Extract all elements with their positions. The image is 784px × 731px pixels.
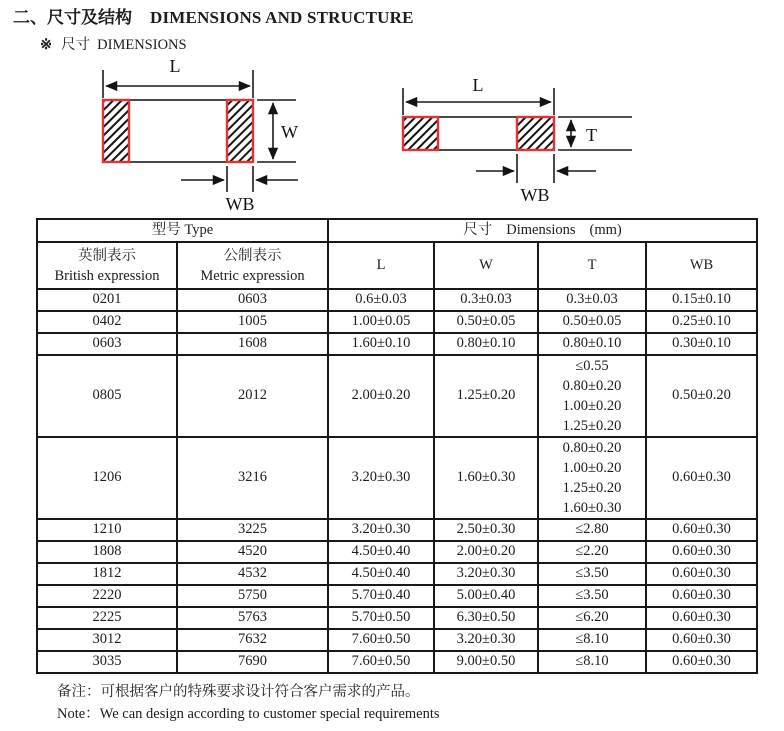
dim-l: 2.00±0.20: [328, 355, 434, 437]
reference-mark-icon: ※: [40, 37, 53, 53]
dim-t: ≤2.80: [538, 519, 646, 541]
dim-l: 4.50±0.40: [328, 541, 434, 563]
british-expression-header: 英制表示 British expression: [37, 242, 177, 289]
dimensions-group-header: 尺寸 Dimensions (mm): [328, 219, 757, 242]
table-row: [37, 355, 757, 437]
dim-l: 1.00±0.05: [328, 311, 434, 333]
dim-label-length: L: [472, 75, 484, 95]
dim-t: 0.50±0.05: [538, 311, 646, 333]
dim-t: ≤6.20: [538, 607, 646, 629]
chip-top-view-diagram: [60, 56, 310, 216]
table-column-header-row: [37, 242, 757, 289]
dim-w: 3.20±0.30: [434, 629, 538, 651]
dim-t: ≤3.50: [538, 563, 646, 585]
metric-code: 2012: [177, 355, 328, 437]
right-terminal: [227, 100, 253, 162]
british-code: 1210: [37, 519, 177, 541]
dim-w: 0.50±0.05: [434, 311, 538, 333]
right-terminal: [517, 117, 554, 150]
dim-l: 0.6±0.03: [328, 289, 434, 311]
table-row: [37, 629, 757, 651]
dim-w: 0.3±0.03: [434, 289, 538, 311]
dim-l: 7.60±0.50: [328, 629, 434, 651]
dim-wb: 0.60±0.30: [646, 607, 757, 629]
table-group-header-row: [37, 219, 757, 242]
dim-wb: 0.25±0.10: [646, 311, 757, 333]
dim-l: 1.60±0.10: [328, 333, 434, 355]
dim-l: 3.20±0.30: [328, 437, 434, 519]
dim-t: 0.80±0.20 1.00±0.20 1.25±0.20 1.60±0.30: [538, 437, 646, 519]
metric-code: 7632: [177, 629, 328, 651]
dim-wb: 0.60±0.30: [646, 519, 757, 541]
page-title-zh: 二、尺寸及结构: [13, 8, 132, 27]
dim-wb: 0.60±0.30: [646, 629, 757, 651]
footnotes: [57, 682, 440, 725]
col-header-L: L: [328, 242, 434, 289]
british-code: 0603: [37, 333, 177, 355]
left-terminal: [103, 100, 129, 162]
dim-wb: 0.60±0.30: [646, 651, 757, 673]
dim-wb: 0.15±0.10: [646, 289, 757, 311]
british-code: 1206: [37, 437, 177, 519]
dim-wb: 0.60±0.30: [646, 541, 757, 563]
british-code: 0805: [37, 355, 177, 437]
british-code: 1808: [37, 541, 177, 563]
metric-code: 0603: [177, 289, 328, 311]
dim-t: ≤8.10: [538, 651, 646, 673]
british-code: 2225: [37, 607, 177, 629]
subtitle-zh: 尺寸: [61, 37, 91, 53]
col-header-T: T: [538, 242, 646, 289]
british-code: 0402: [37, 311, 177, 333]
metric-code: 3225: [177, 519, 328, 541]
dim-w: 6.30±0.50: [434, 607, 538, 629]
left-terminal: [403, 117, 438, 150]
type-group-header: 型号 Type: [37, 219, 328, 242]
dim-l: 7.60±0.50: [328, 651, 434, 673]
table-row: [37, 437, 757, 519]
dim-l: 5.70±0.50: [328, 607, 434, 629]
dim-wb: 0.50±0.20: [646, 355, 757, 437]
col-header-WB: WB: [646, 242, 757, 289]
metric-code: 4520: [177, 541, 328, 563]
metric-code: 3216: [177, 437, 328, 519]
note-en: Note：We can design according to customer special requirements: [57, 705, 440, 722]
dim-t: 0.3±0.03: [538, 289, 646, 311]
dim-w: 2.50±0.30: [434, 519, 538, 541]
british-code: 3012: [37, 629, 177, 651]
table-row: [37, 585, 757, 607]
dim-w: 1.25±0.20: [434, 355, 538, 437]
table-row: [37, 607, 757, 629]
dim-label-band: WB: [225, 194, 255, 214]
table-row: [37, 311, 757, 333]
metric-code: 7690: [177, 651, 328, 673]
table-row: [37, 563, 757, 585]
dim-t: ≤0.55 0.80±0.20 1.00±0.20 1.25±0.20: [538, 355, 646, 437]
dim-t: ≤8.10: [538, 629, 646, 651]
note-zh: 备注：可根据客户的特殊要求设计符合客户需求的产品。: [57, 684, 420, 700]
dim-t: ≤2.20: [538, 541, 646, 563]
table-row: [37, 651, 757, 673]
dim-label-width: W: [281, 122, 298, 142]
british-code: 1812: [37, 563, 177, 585]
dim-t: ≤3.50: [538, 585, 646, 607]
dim-w: 0.80±0.10: [434, 333, 538, 355]
metric-code: 5763: [177, 607, 328, 629]
chip-side-view-diagram: [380, 55, 650, 207]
dim-wb: 0.60±0.30: [646, 585, 757, 607]
dim-t: 0.80±0.10: [538, 333, 646, 355]
dim-w: 3.20±0.30: [434, 563, 538, 585]
dim-wb: 0.60±0.30: [646, 437, 757, 519]
table-row: [37, 541, 757, 563]
metric-expression-header: 公制表示 Metric expression: [177, 242, 328, 289]
dim-w: 5.00±0.40: [434, 585, 538, 607]
table-row: [37, 289, 757, 311]
dim-w: 2.00±0.20: [434, 541, 538, 563]
dim-wb: 0.30±0.10: [646, 333, 757, 355]
dim-w: 1.60±0.30: [434, 437, 538, 519]
dim-l: 5.70±0.40: [328, 585, 434, 607]
metric-code: 5750: [177, 585, 328, 607]
page-title-en: DIMENSIONS AND STRUCTURE: [150, 8, 414, 27]
page-title: [13, 3, 414, 28]
dim-label-band: WB: [520, 185, 550, 205]
british-code: 3035: [37, 651, 177, 673]
dim-label-length: L: [169, 56, 181, 76]
section-subtitle: [40, 33, 187, 54]
metric-code: 4532: [177, 563, 328, 585]
dim-l: 3.20±0.30: [328, 519, 434, 541]
col-header-W: W: [434, 242, 538, 289]
dim-l: 4.50±0.40: [328, 563, 434, 585]
british-code: 0201: [37, 289, 177, 311]
dimensions-table: [36, 218, 758, 674]
dim-w: 9.00±0.50: [434, 651, 538, 673]
subtitle-en: DIMENSIONS: [97, 37, 187, 53]
table-row: [37, 519, 757, 541]
dim-wb: 0.60±0.30: [646, 563, 757, 585]
metric-code: 1005: [177, 311, 328, 333]
british-code: 2220: [37, 585, 177, 607]
dim-label-thickness: T: [586, 125, 597, 145]
table-row: [37, 333, 757, 355]
metric-code: 1608: [177, 333, 328, 355]
